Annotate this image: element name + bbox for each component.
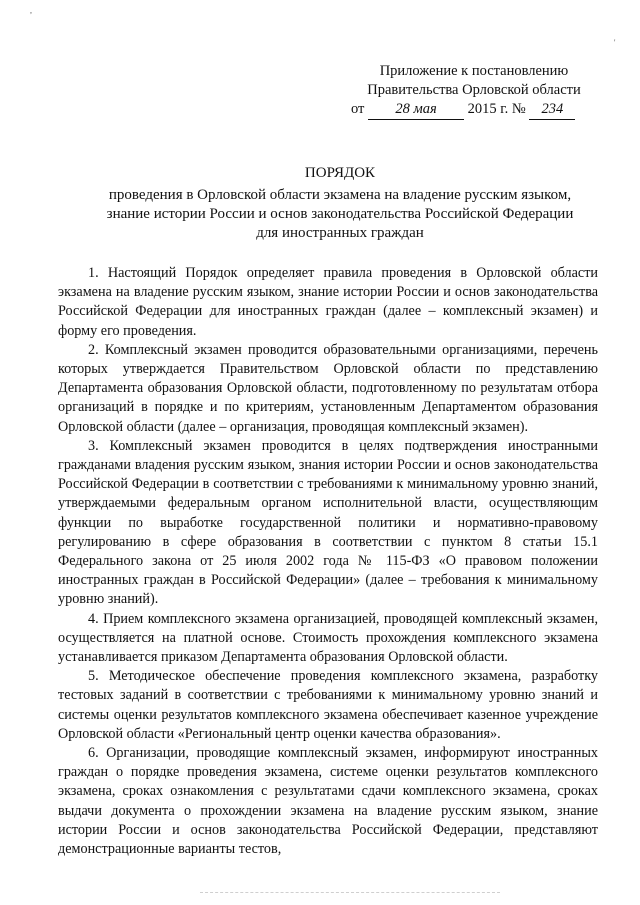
scan-mark: ' (614, 38, 616, 47)
scan-bottom-edge (200, 892, 500, 893)
paragraph-2: 2. Комплексный экзамен проводится образовательными организациями, перечень которых утверждается Правительством Орловской области по представлению Департамента образования Орловской области, подготовленному по результатам отбора организаций в порядке и по критериям, установленным Департаментом образования Орловской области (далее – организация, проводящая комплексный экзамен). (58, 341, 598, 435)
handwritten-number: 234 (529, 100, 575, 120)
title-subtitle-line: проведения в Орловской области экзамена на владение русским языком, (108, 187, 572, 203)
paragraph-5: 5. Методическое обеспечение проведения комплексного экзамена, разработку тестовых заданий в соответствии с требованиями к минимальному уровню знаний и системы оценки результатов комплексного экзамена обеспечивает казенное учреждение Орловской области «Региональный центр оценки качества образования». (58, 668, 598, 742)
approval-header (339, 62, 609, 120)
paragraph-4: 4. Прием комплексного экзамена организацией, проводящей комплексный экзамен, осуществляется на платной основе. Стоимость прохождения комплексного экзамена устанавливается приказом Департамента образования Орловской области. (58, 610, 598, 666)
paragraph-3: 3. Комплексный экзамен проводится в целях подтверждения иностранными гражданами владения русским языком, знания истории России и основ законодательства Российской Федерации в соответствии с требованиями к минимальному уровню знаний, утверждаемыми федеральным органом исполнительной власти, осуществляющим функции по выработке государственной политики и нормативно-правовому регулированию в сфере образования в соответствии с пунктом 8 статьи 15.1 Федерального закона от 25 июля 2002 года № 115-ФЗ «О правовом положении иностранных граждан в Российской Федерации» (далее – требования к минимальному уровню знаний). (58, 437, 598, 608)
title-main: ПОРЯДОК (304, 165, 376, 181)
paragraph-1: 1. Настоящий Порядок определяет правила проведения в Орловской области экзамена на владение русским языком, знание истории России и основ законодательства Российской Федерации для иностранных граждан (далее – комплексный экзамен) и форму его проведения. (58, 265, 598, 339)
header-line-2: Правительства Орловской области (367, 82, 581, 98)
document-body (58, 264, 598, 859)
title-subtitle-line: для иностранных граждан (256, 225, 424, 241)
document-title (60, 164, 620, 243)
scan-mark: , (30, 6, 32, 15)
year-text: 2015 г. № (467, 101, 526, 117)
header-date-line (339, 100, 609, 120)
date-prefix: от (351, 101, 365, 117)
paragraph-6: 6. Организации, проводящие комплексный экзамен, информируют иностранных граждан о порядке проведения экзамена, системе оценки результатов комплексного экзамена, сроках ознакомления с результатами сдачи комплексного экзамена, сроках выдачи документа о прохождении экзамена на владение русским языком, знание истории России и основ законодательства Российской Федерации, представляют демонстрационные варианты тестов, (58, 745, 598, 858)
header-line-1: Приложение к постановлению (379, 63, 569, 79)
title-subtitle-line: знание истории России и основ законодательства Российской Федерации (106, 206, 574, 222)
handwritten-date: 28 мая (368, 100, 464, 120)
